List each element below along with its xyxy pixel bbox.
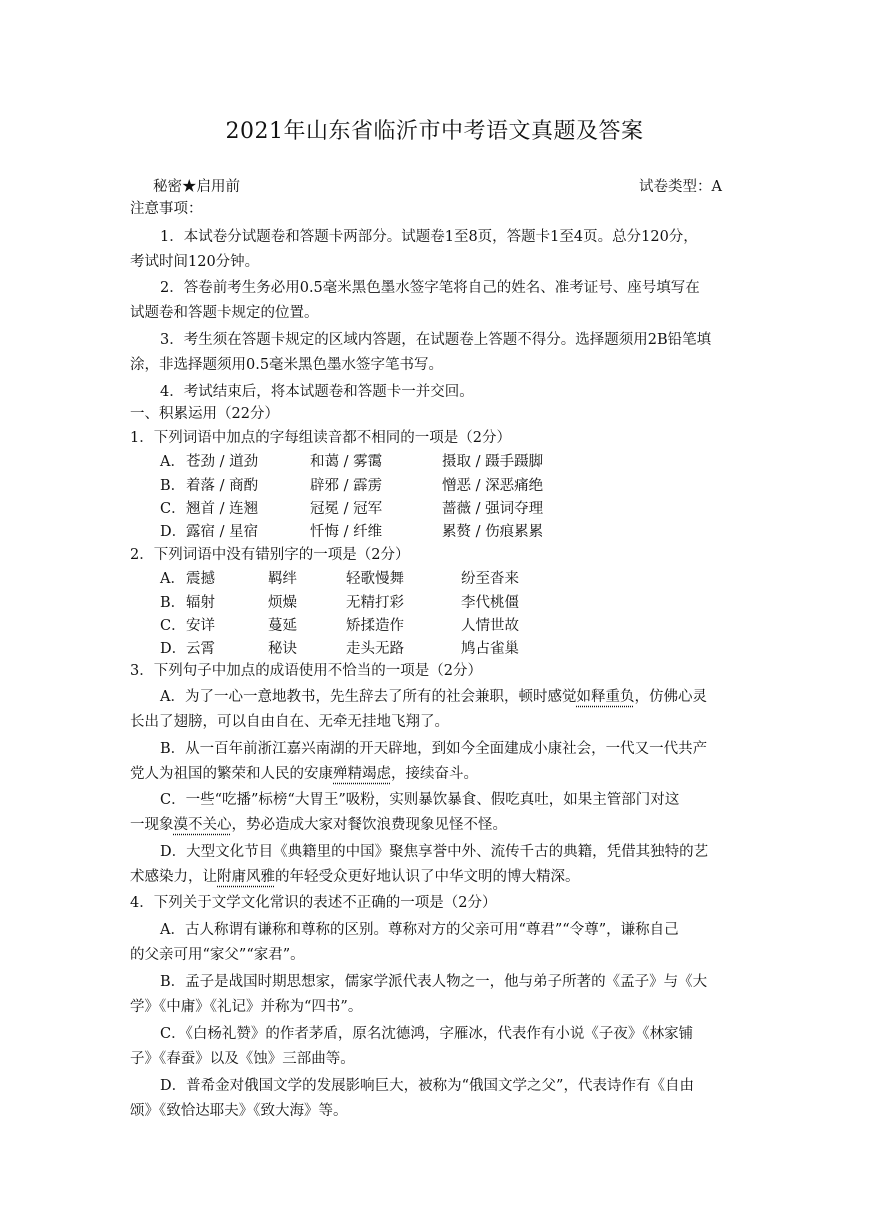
option-letter: D．	[160, 524, 187, 540]
q3-option-d: D．大型文化节目《典籍里的中国》聚焦享誉中外、流传千古的典籍，凭借其独特的艺	[160, 844, 709, 860]
sentence-text: ，势必造成大家对餐饮浪费现象见怪不怪。	[231, 817, 507, 833]
notice-item-1: 1．本试卷分试题卷和答题卡两部分。试题卷1至8页，答题卡1至4页。总分120分，	[160, 229, 698, 245]
option-letter: B．	[160, 478, 186, 494]
q4-option-a: A．古人称谓有谦称和尊称的区别。尊称对方的父亲可用“尊君”“令尊”，谦称自己	[160, 922, 679, 938]
q4-option-d: D．普希金对俄国文学的发展影响巨大，被称为“俄国文学之父”，代表诗作有《自由	[160, 1078, 694, 1094]
option-letter: A．	[160, 454, 185, 470]
word: 矫揉造作	[346, 618, 404, 634]
notice-item-1-cont: 考试时间120分钟。	[130, 254, 260, 270]
notice-item-4: 4．考试结束后，将本试题卷和答题卡一并交回。	[160, 384, 474, 400]
word: 辐射	[186, 595, 215, 611]
q1-stem: 1．下列词语中加点的字每组读音都不相同的一项是（2分）	[130, 430, 511, 446]
q3-option-a	[160, 687, 707, 707]
sentence-text: 党人为祖国的繁荣和人民的安康	[130, 766, 333, 782]
q3-option-b: B．从一百年前浙江嘉兴南湖的开天辟地，到如今全面建成小康社会，一代又一代共产	[160, 741, 708, 757]
q3-option-c-cont	[130, 815, 507, 835]
word: 蹑手蹑脚	[485, 454, 544, 470]
word: 安详	[186, 618, 215, 634]
word: 纤维	[353, 524, 383, 540]
word-pair: 累赘 / 伤痕累累	[442, 524, 544, 540]
option-letter: B．	[160, 595, 186, 611]
word: 蔓延	[268, 618, 297, 634]
q4-option-c-cont: 子》《春蚕》以及《蚀》三部曲等。	[130, 1051, 355, 1067]
word: 烦燥	[268, 595, 297, 611]
q2-stem: 2．下列词语中没有错别字的一项是（2分）	[130, 547, 410, 563]
q3-option-a-cont: 长出了翅膀，可以自由自在、无牵无挂地飞翔了。	[130, 714, 449, 730]
word: 走头无路	[346, 641, 404, 657]
dotted-idiom: 漠不关心	[173, 817, 232, 833]
word: 伤痕累累	[485, 524, 544, 540]
word: 摄取	[442, 454, 471, 470]
word: 深恶痛绝	[485, 478, 544, 494]
notice-item-3-cont: 涂，非选择题须用0.5毫米黑色墨水签字笔书写。	[130, 357, 444, 373]
word: 羁绊	[268, 571, 297, 587]
secret-label: 秘密★启用前	[153, 179, 240, 195]
word: 着落	[186, 478, 215, 494]
sentence-text: ，接续奋斗。	[391, 766, 478, 782]
word-pair: 摄取 / 蹑手蹑脚	[442, 454, 544, 470]
word: 蔷薇	[442, 501, 471, 517]
option-letter: C．	[160, 501, 186, 517]
word-pair: 蔷薇 / 强词夺理	[442, 501, 544, 517]
word: 和蔼	[310, 454, 339, 470]
word: 人情世故	[461, 618, 519, 634]
word: 连翘	[229, 501, 259, 517]
sentence-text: A．为了一心一意地教书，先生辞去了所有的社会兼职，顿时感觉	[160, 689, 577, 705]
dotted-idiom: 如释重负	[576, 689, 635, 705]
sentence-text: 术感染力，让	[130, 869, 217, 885]
word: 李代桃僵	[461, 595, 519, 611]
q3-option-c: C．一些“吃播”标榜“大胃王”吸粉，实则暴饮暴食、假吃真吐，如果主管部门对这	[160, 792, 680, 808]
word-pair: 翘首 / 连翘	[186, 501, 259, 517]
dotted-idiom: 附庸风雅	[217, 869, 275, 885]
word: 强词夺理	[485, 501, 544, 517]
word: 冠冕	[310, 501, 339, 517]
word-pair: 冠冕 / 冠军	[310, 501, 383, 517]
word: 轻歌慢舞	[346, 571, 404, 587]
word: 憎恶	[442, 478, 471, 494]
q3-stem: 3．下列句子中加点的成语使用不恰当的一项是（2分）	[130, 663, 482, 679]
word: 忏悔	[310, 524, 339, 540]
word: 露宿	[186, 524, 215, 540]
sentence-text: 的年轻受众更好地认识了中华文明的博大精深。	[275, 869, 580, 885]
word: 辟邪	[310, 478, 339, 494]
q3-option-b-cont	[130, 764, 478, 784]
word-pair: 露宿 / 星宿	[186, 524, 259, 540]
q4-option-b: B．孟子是战国时期思想家，儒家学派代表人物之一，他与弟子所著的《孟子》与《大	[160, 974, 708, 990]
notice-heading: 注意事项：	[130, 201, 203, 217]
word-pair: 苍劲 / 道劲	[186, 454, 259, 470]
q4-option-c: C．《白杨礼赞》的作者茅盾，原名沈德鸿，字雁冰，代表作有小说《子夜》《林家铺	[160, 1026, 694, 1042]
word: 道劲	[229, 454, 259, 470]
word: 震撼	[186, 571, 215, 587]
word: 无精打彩	[346, 595, 404, 611]
option-letter: D．	[160, 641, 187, 657]
word: 商酌	[229, 478, 259, 494]
word: 秘诀	[268, 641, 297, 657]
word: 纷至沓来	[461, 571, 519, 587]
q4-stem: 4．下列关于文学文化常识的表述不正确的一项是（2分）	[130, 895, 497, 911]
word: 鸠占雀巢	[461, 641, 519, 657]
word-pair: 忏悔 / 纤维	[310, 524, 383, 540]
word: 云霄	[186, 641, 215, 657]
sentence-text: ，仿佛心灵	[634, 689, 707, 705]
paper-type-label: 试卷类型：A	[639, 179, 722, 195]
dotted-idiom: 殚精竭虑	[333, 766, 391, 782]
q4-option-d-cont: 颂》《致恰达耶夫》《致大海》等。	[130, 1103, 348, 1119]
notice-item-3: 3．考生须在答题卡规定的区域内答题，在试题卷上答题不得分。选择题须用2B铅笔填	[160, 332, 712, 348]
word-pair: 辟邪 / 霹雳	[310, 478, 383, 494]
word-pair: 憎恶 / 深恶痛绝	[442, 478, 544, 494]
option-letter: C．	[160, 618, 186, 634]
word-pair: 着落 / 商酌	[186, 478, 259, 494]
word: 苍劲	[186, 454, 215, 470]
word: 冠军	[353, 501, 383, 517]
option-letter: A．	[160, 571, 185, 587]
notice-item-2: 2．答卷前考生务必用0.5毫米黑色墨水签字笔将自己的姓名、准考证号、座号填写在	[160, 280, 700, 296]
word: 霹雳	[353, 478, 383, 494]
notice-item-2-cont: 试题卷和答题卡规定的位置。	[130, 305, 319, 321]
word-pair: 和蔼 / 雾霭	[310, 454, 383, 470]
sentence-text: 一现象	[130, 817, 174, 833]
section-heading: 一、积累运用（22分）	[130, 406, 279, 422]
page-title: 2021年山东省临沂市中考语文真题及答案	[225, 119, 644, 144]
q4-option-a-cont: 的父亲可用“家父”“家君”。	[130, 947, 305, 963]
q4-option-b-cont: 学》《中庸》《礼记》并称为“四书”。	[130, 999, 363, 1015]
q3-option-d-cont	[130, 867, 580, 887]
word: 星宿	[229, 524, 259, 540]
word: 翘首	[186, 501, 215, 517]
word: 雾霭	[353, 454, 383, 470]
word: 累赘	[442, 524, 471, 540]
